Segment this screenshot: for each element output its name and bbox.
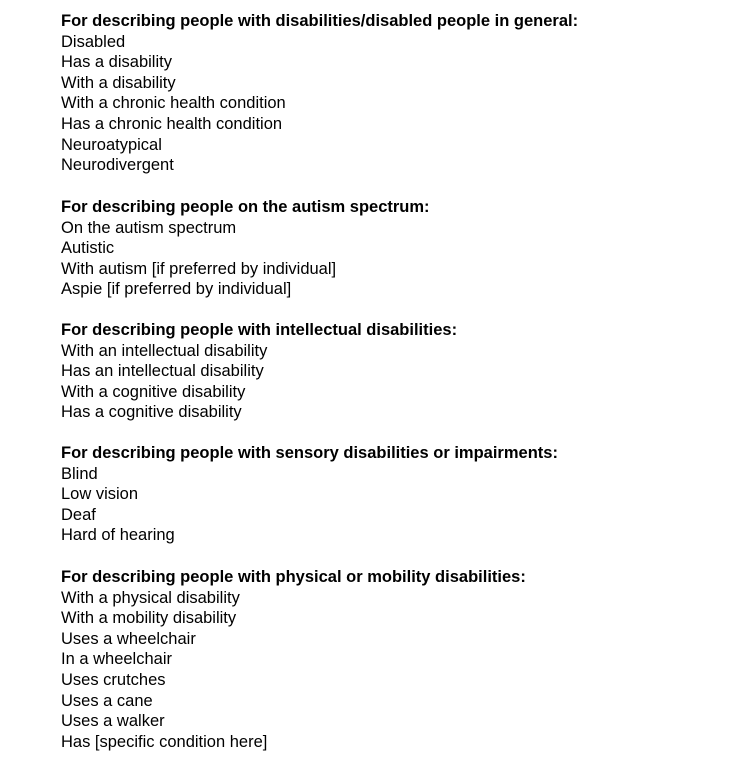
- term-item: Neuroatypical: [61, 135, 162, 154]
- term-item: With a physical disability: [61, 588, 240, 607]
- section-heading: For describing people with intellectual disabilities:: [61, 321, 458, 339]
- term-item: With a disability: [61, 73, 176, 92]
- term-item: With an intellectual disability: [61, 341, 268, 360]
- term-item: Blind: [61, 464, 98, 483]
- term-item: Uses a walker: [61, 712, 165, 731]
- term-item: With autism [if preferred by individual]: [61, 259, 337, 278]
- section-heading: For describing people with sensory disabilities or impairments:: [61, 444, 558, 462]
- section-intellectual: [61, 320, 741, 423]
- term-item: Neurodivergent: [61, 156, 174, 175]
- term-item: Autistic: [61, 239, 115, 258]
- term-item: Disabled: [61, 32, 126, 51]
- section-physical: [61, 567, 741, 752]
- term-item: Uses a cane: [61, 691, 153, 710]
- term-item: In a wheelchair: [61, 650, 172, 669]
- term-item: Uses crutches: [61, 670, 166, 689]
- term-item: Hard of hearing: [61, 526, 175, 545]
- term-item: Has an intellectual disability: [61, 362, 264, 381]
- section-autism: [61, 197, 741, 300]
- section-general: [61, 11, 741, 176]
- term-item: With a cognitive disability: [61, 382, 246, 401]
- term-item: With a mobility disability: [61, 609, 237, 628]
- term-item: On the autism spectrum: [61, 218, 237, 237]
- term-item: Low vision: [61, 485, 139, 504]
- term-item: Uses a wheelchair: [61, 629, 196, 648]
- section-heading: For describing people with physical or mobility disabilities:: [61, 568, 526, 586]
- section-heading: For describing people with disabilities/disabled people in general:: [61, 12, 579, 30]
- term-item: Aspie [if preferred by individual]: [61, 280, 292, 299]
- section-heading: For describing people on the autism spectrum:: [61, 198, 430, 216]
- term-item: Has a chronic health condition: [61, 114, 283, 133]
- term-item: Has a cognitive disability: [61, 403, 242, 422]
- term-item: Deaf: [61, 505, 96, 524]
- term-item: Has [specific condition here]: [61, 732, 268, 751]
- term-item: Has a disability: [61, 53, 172, 72]
- section-sensory: [61, 443, 741, 546]
- term-item: With a chronic health condition: [61, 94, 286, 113]
